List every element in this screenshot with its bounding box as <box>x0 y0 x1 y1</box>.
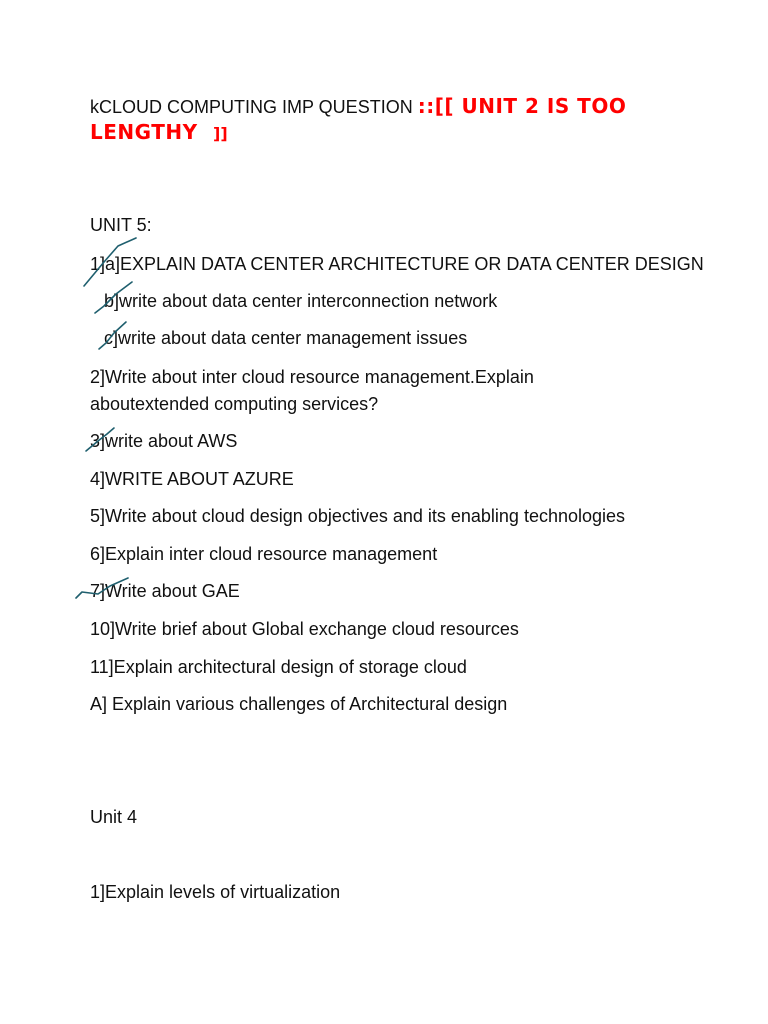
document-title <box>90 95 626 118</box>
list-item: 10]Write brief about Global exchange cloud resources <box>90 619 519 639</box>
document-title-continued <box>90 121 228 145</box>
list-item: A] Explain various challenges of Architectural design <box>90 694 508 714</box>
list-item: 5]Write about cloud design objectives and its enabling technologies <box>90 506 626 526</box>
title-note-line1: UNIT 2 IS TOO <box>461 94 627 118</box>
title-text: kCLOUD COMPUTING IMP QUESTION <box>90 97 413 117</box>
title-note-suffix: ]] <box>213 124 228 143</box>
list-item: 1]Explain levels of virtualization <box>90 882 341 902</box>
list-item: 7]Write about GAE <box>90 581 240 601</box>
unit4-heading: Unit 4 <box>90 807 138 827</box>
list-item: 6]Explain inter cloud resource management <box>90 544 438 564</box>
title-note-prefix: ::[[ <box>417 94 462 118</box>
list-item: 11]Explain architectural design of storage cloud <box>90 657 467 677</box>
list-item: b]write about data center interconnection network <box>104 291 498 311</box>
list-item: 4]WRITE ABOUT AZURE <box>90 469 294 489</box>
list-item: 1]a]EXPLAIN DATA CENTER ARCHITECTURE OR DATA CENTER DESIGN <box>90 254 704 274</box>
list-item: 2]Write about inter cloud resource management.Explain <box>90 367 534 387</box>
list-item: c]write about data center management issues <box>104 328 468 348</box>
list-item: aboutextended computing services? <box>90 394 379 414</box>
title-note-line2: LENGTHY <box>90 120 206 144</box>
list-item: 3]write about AWS <box>90 431 238 451</box>
unit5-heading: UNIT 5: <box>90 215 152 235</box>
